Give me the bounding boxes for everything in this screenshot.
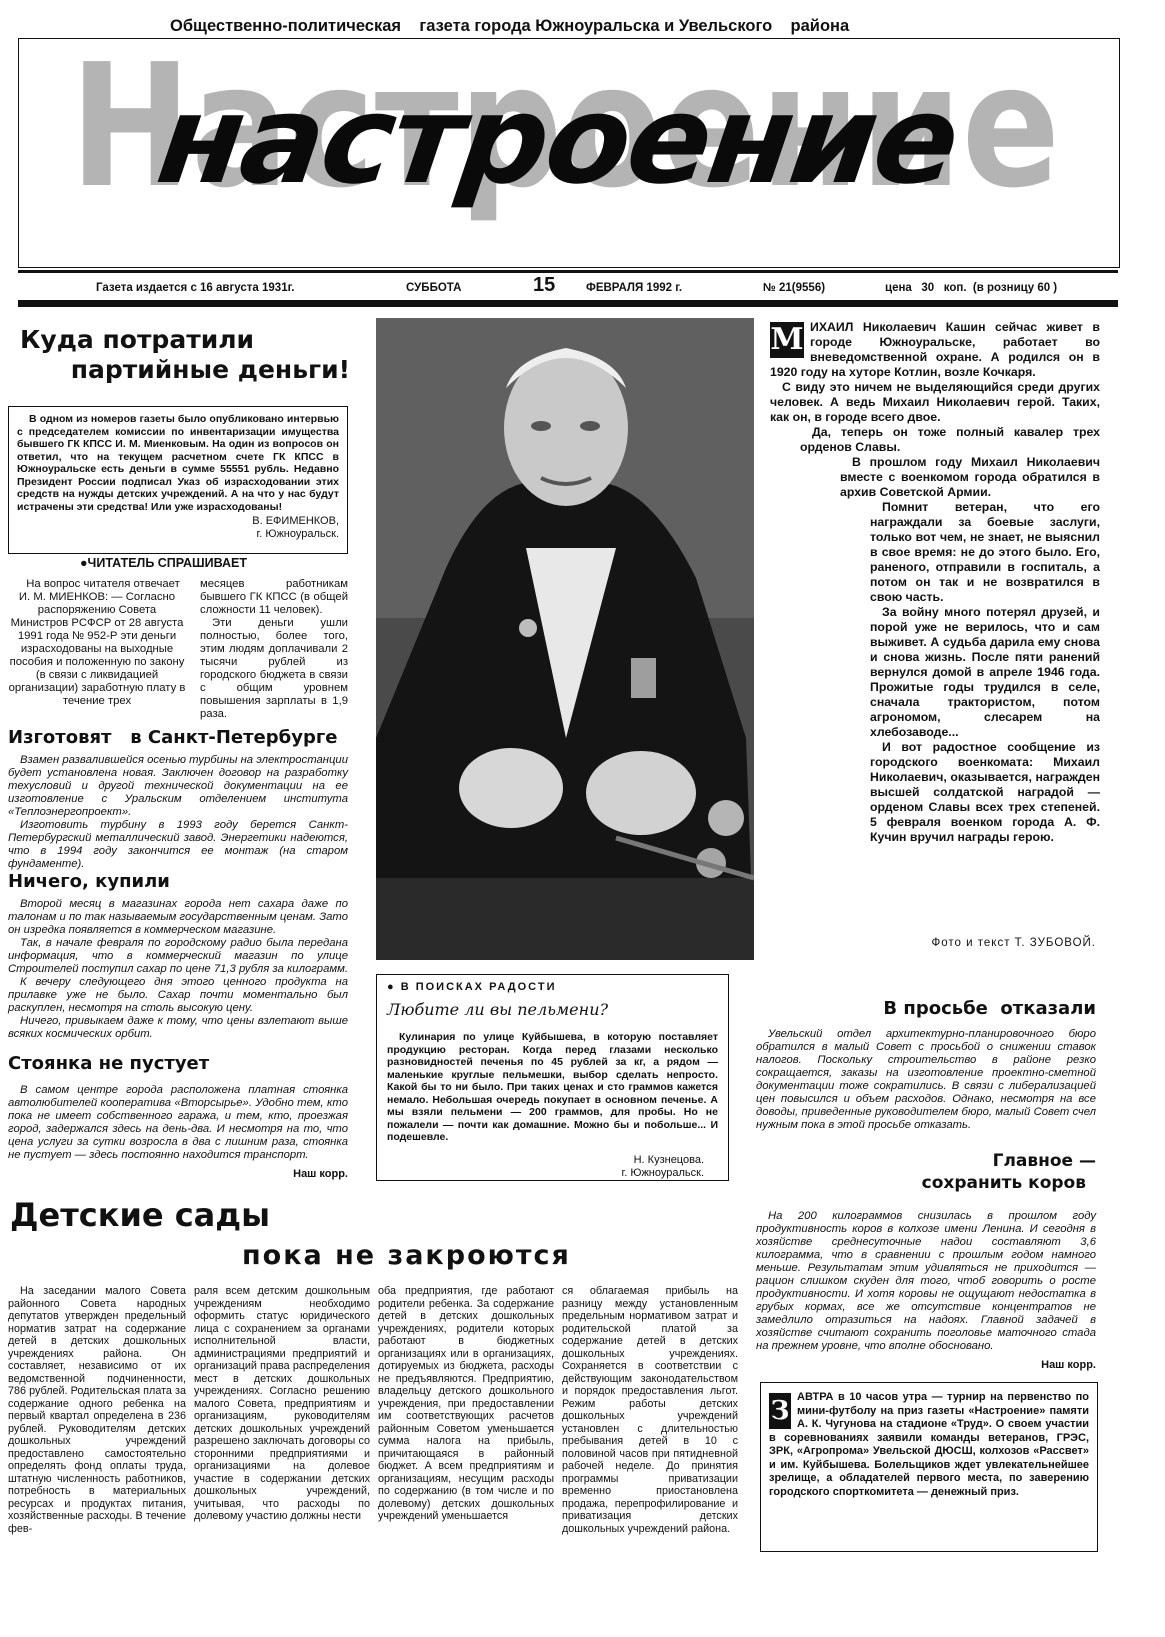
- answer-column-right: [200, 578, 348, 721]
- kindergarten-col-4: [562, 1285, 738, 1535]
- veteran-p2: С виду это ничем не выделяющийся среди других человек. А ведь Михаил Николаевич герой. Таких, как он, в городе всего двое.: [770, 380, 1100, 424]
- weekday: СУББОТА: [406, 282, 462, 294]
- veteran-p1: ИХАИЛ Николаевич Кашин сейчас живет в городе Южноуральске, работает во вневедомственной охране. А родился он в 1920 году на хуторе Котлин, возле Кочкаря.: [770, 320, 1100, 379]
- price: цена 30 коп. (в розницу 60 ): [885, 282, 1058, 294]
- veteran-p3: Да, теперь он тоже полный кавалер трех орденов Славы.: [800, 425, 1100, 454]
- veteran-p6: За войну много потерял друзей, и порой уже не верилось, что и сам выживет. А судьба дарила ему снова и снова жизнь. После пяти ранений вернулся домой в апреле 1946 года. Прожитые годы трудился в селе, сначала трактористом, потом агрономом, слесарем на хлебозаводе...: [870, 605, 1100, 739]
- nothing-title: Ничего, купили: [8, 871, 170, 892]
- pelmeni-box: [376, 974, 729, 1181]
- kindergarten-title-2: пока не закроются: [242, 1240, 571, 1271]
- turbine-p1: Взамен развалившейся осенью турбины на электростанции будет установлена новая. Заключен договор на разработку техусловий и другой технической документации на ее изготовление с Уральским отделением института «Теплоэнергопроект».: [8, 754, 348, 818]
- kindergarten-title-1: Детские сады: [10, 1196, 271, 1234]
- veteran-photo-art: [376, 318, 754, 960]
- veteran-p5: Помнит ветеран, что его награждали за боевые заслуги, только вот чем, не знает, не выяснил в свое время: не до этого было. Его, раненого, отправили в госпиталь, а потом он так и не возвратился в свою часть.: [870, 500, 1100, 604]
- veteran-p4: В прошлом году Михаил Николаевич вместе с военкомом города обратился в архив Советской Армии.: [840, 455, 1100, 499]
- veteran-p7: И вот радостное сообщение из городского военкомата: Михаил Николаевич, оказывается, награжден высшей солдатской наградой — орденом Славы всех трех степеней. 5 февраля военком города А. Ф. Кучин вручил награды герою.: [870, 740, 1100, 844]
- football-drop-cap: З: [769, 1393, 791, 1429]
- answer-column-left: [8, 578, 186, 708]
- pelmeni-rubric: ● В ПОИСКАХ РАДОСТИ: [387, 981, 560, 993]
- reader-letter-box: [8, 406, 348, 554]
- turbine-p2: Изготовить турбину в 1993 году берется Санкт-Петербургский металлический завод. Энергетики надеются, что в 1994 году закончится ее монтаж (на старом фундаменте).: [8, 819, 348, 870]
- pelmeni-sig-1: Н. Кузнецова.: [633, 1153, 704, 1166]
- masthead-logo: настроение: [150, 69, 967, 211]
- parking-article: [8, 1052, 348, 1181]
- issued-since: Газета издается с 16 августа 1931г.: [96, 282, 295, 294]
- cows-sig: Наш корр.: [1041, 1359, 1096, 1371]
- kindergarten-col-1: [8, 1285, 186, 1535]
- answer-text-right-1: месяцев работникам бывшего ГК КПСС (в общей сложности 11 человек).: [200, 578, 348, 616]
- svg-text:Настроение: Настроение: [70, 45, 1060, 225]
- kindergarten-c4: ся облагаемая прибыль на разницу между установленным предельным нормативом затрат и родительской платой за содержание детей в детских дошкольных учреждениях. Сохраняется в соответствии с действующим законодательством и порядок предоставления льгот. Режим работы детских дошкольных учреждений установлен с длительностью пребывания детей в 10 с половиной часов при пятидневной рабочей неделе. До принятия программы приватизации временно приостановлена продажа, перепрофилирование и приватизация детских дошкольных учреждений района.: [562, 1285, 738, 1535]
- veteran-photo: [376, 318, 754, 960]
- kindergarten-col-3: [378, 1285, 554, 1523]
- party-money-title-2: партийные деньги!: [70, 355, 350, 384]
- dateline-rule-bottom: [18, 300, 1118, 307]
- nothing-p2: Так, в начале февраля по городскому радио была передана информация, что в коммерческий магазин по улице Строителей поступил сахар по цене 71,3 рубля за килограмм.: [8, 937, 348, 975]
- refused-text: Увельский отдел архитектурно-планировочного бюро обратился в малый Совет с просьбой о снижении ставок налогов. Поскольку строительство в районе резко сокращается, заказы на изготовление проектно-сметной документации тоже сократились. В связи с либерализацией цен повысился и объем расходов. Однако, несмотря на все доводы, приведенные руководителем бюро, малый Совет счел нужным пока в этой просьбе отказать.: [756, 1028, 1096, 1131]
- football-box: [760, 1382, 1098, 1552]
- reader-asks-rubric: ●ЧИТАТЕЛЬ СПРАШИВАЕТ: [80, 556, 247, 570]
- kindergarten-col-2: [194, 1285, 370, 1523]
- nothing-p4: Ничего, привыкаем даже к тому, что цены взлетают выше всяких космических орбит.: [8, 1015, 348, 1040]
- issue-number: № 21(9556): [763, 282, 826, 294]
- kindergarten-c2: раля всем детским дошкольным учреждениям необходимо оформить статус юридического лица с сохранением за органами исполнительной власти, администрациями предприятий и организаций права распределения мест в детских дошкольных учреждениях. Согласно решению малого Совета, предприятиям и организациям, руководителям детских дошкольных учреждений разрешено заключать договоры со сторонними предприятиями и организациями на долевое участие в содержании детских дошкольных учреждений, учитывая, что расходы по долевому участию должны нести: [194, 1285, 370, 1522]
- cows-text: На 200 килограммов снизилась в прошлом году продуктивность коров в колхозе имени Ленина. И сегодня в хозяйстве среднесуточные надои составляют 3,6 килограмма, что в сравнении с прошлым годом намного меньше. Результатам этим удивляться не приходится — рацион слишком скуден для того, чтоб говорить о росте продуктивности. И хотя коровы не ощущают недостатка в грубых кормах, все же отсутствие концентратов не замедлило отразиться на надоях. Главной задачей в хозяйстве считают сохранить поголовье маточного стада на прежнем уровне, что вполне обосновано.: [756, 1210, 1096, 1352]
- turbine-title: Изготовят в Санкт-Петербурге: [8, 727, 338, 748]
- nothing-article: [8, 870, 348, 1041]
- parking-title: Стоянка не пустует: [8, 1053, 210, 1074]
- pelmeni-text: Кулинария по улице Куйбышева, в которую поставляет продукцию ресторан. Когда перед глазами несколько разновидностей печенья по 45 рублей за кг, а рядом — маленькие круглые пельмешки, выбор сделать непросто. Какой бы то ни было. При таких ценах и сто граммов кажется немало. Небольшая очередь покупает в основном печенье. А мы взяли пельмени — 200 граммов, для пробы. Но не пожалели — почти как домашние. Можно бы и побольше... И подешевле.: [387, 1031, 718, 1143]
- dateline: [18, 276, 1118, 298]
- photo-credit: Фото и текст Т. ЗУБОВОЙ.: [931, 937, 1096, 949]
- football-text: АВТРА в 10 часов утра — турнир на первенство по мини-футболу на приз газеты «Настроение» памяти А. К. Чугунова на стадионе «Труд». О своем участии в соревнованиях заявили команды ветеранов, ГРЭС, ЗРК, «Агропрома» Увельской ДЮСШ, колхозов «Рассвет» и им. Куйбышева. Болельщиков ждет увлекательнейшее зрелище, а обладателей первого места, по заверению городского спорткомитета — денежный приз.: [769, 1391, 1089, 1498]
- answer-text-left: На вопрос читателя отвечает И. М. МИЕНКОВ: — Согласно распоряжению Совета Министров РСФСР от 28 августа 1991 года № 952-Р эти деньги израсходованы на выходные пособия и положенную по закону (в связи с ликвидацией организации) заработную плату в течение трех: [8, 578, 186, 707]
- veteran-drop-cap: М: [770, 322, 804, 357]
- month-year: ФЕВРАЛЯ 1992 г.: [586, 282, 683, 294]
- cows-article: [756, 1150, 1096, 1372]
- parking-text: В самом центре города расположена платная стоянка автолюбителей кооператива «Вторсырье». Удобно тем, кто пока не имеет собственного гаража, и тем, кто, проезжая город, задержался здесь на день-два. И несмотря на то, что цена услуги за сутки возросла в два с лишним раза, стоянка не пустует — здесь постоянно находится транспорт.: [8, 1084, 348, 1161]
- pelmeni-sig-2: г. Южноуральск.: [621, 1166, 704, 1179]
- refused-article: [756, 998, 1096, 1132]
- veteran-article: [770, 320, 1100, 845]
- reader-letter-text: В одном из номеров газеты было опубликовано интервью с председателем комиссии по инвентаризации имущества бывшего ГК КПСС И. М. Миенковым. На один из вопросов он ответил, что на текущем расчетном счете ГК КПСС в Южноуральске есть деньги в сумме 55551 рубль. Недавно Президент России подписал Указ об израсходовании этих средств на нужды детских учреждений. А на что у нас будут истрачены эти средства! Или уже израсходованы!: [17, 413, 339, 513]
- nothing-p1: Второй месяц в магазинах города нет сахара даже по талонам и по так называемым государственным ценам. Зато он изредка появляется в коммерческом магазине.: [8, 898, 348, 936]
- nothing-p3: К вечеру следующего дня этого ценного продукта на прилавке уже не было. Сахар почти моментально был раскуплен, несмотря на столь высокую цену.: [8, 976, 348, 1014]
- kindergarten-c3: оба предприятия, где работают родители ребенка. За содержание детей в детских дошкольных учреждениях, родители которых работают в бюджетных организациях или в организациях, дотируемых из бюджета, расходы не предъявляются. Предприятию, владельцу детского дошкольного учреждения, при предоставлении им соответствующих расчетов районным Советом уменьшается сумма налога на прибыль, причитающаяся в районный бюджет. А всем предприятиям и организациям, несущим расходы по содержанию (в том числе и по долевому) детских дошкольных учреждений уменьшается: [378, 1285, 554, 1522]
- party-money-article: [10, 325, 360, 385]
- answer-text-right-2: Эти деньги ушли полностью, более того, этим людям доплачивали 2 тысячи рублей из городского бюджета в связи с общим уровнем повышения зарплаты в 1,9 раза.: [200, 617, 348, 720]
- party-money-title-1: Куда потратили: [20, 325, 255, 354]
- kindergarten-c1: На заседании малого Совета районного Совета народных депутатов утвержден предельный норматив затрат на содержание детей в детских дошкольных учреждениях района. Он составляет, независимо от их ведомственной подчиненности, 786 рублей. Родительская плата за содержание одного ребенка на первый квартал определена в 236 рублей. Руководителям детских дошкольных учреждений предоставлено самостоятельно определять фонд оплаты труда, штатную численность работников, потребность в материальных ресурсах и продуктах питания, хозяйственные расходы. В течение фев-: [8, 1285, 186, 1535]
- turbine-article: [8, 726, 348, 871]
- pelmeni-title: Любите ли вы пельмени?: [387, 1000, 609, 1019]
- refused-title: В просьбе отказали: [883, 998, 1096, 1019]
- cows-title-1: Главное —: [992, 1151, 1096, 1171]
- dateline-rule-top: [18, 270, 1118, 273]
- cows-title-2: сохранить коров: [921, 1173, 1086, 1193]
- parking-sig: Наш корр.: [293, 1168, 348, 1180]
- reader-letter-sig-2: г. Южноуральск.: [256, 528, 339, 540]
- masthead-subtitle: Общественно-политическая газета города Южноуральска и Увельского района: [170, 17, 850, 35]
- day-number: 15: [533, 274, 556, 296]
- reader-letter-sig-1: В. ЕФИМЕНКОВ,: [252, 515, 339, 527]
